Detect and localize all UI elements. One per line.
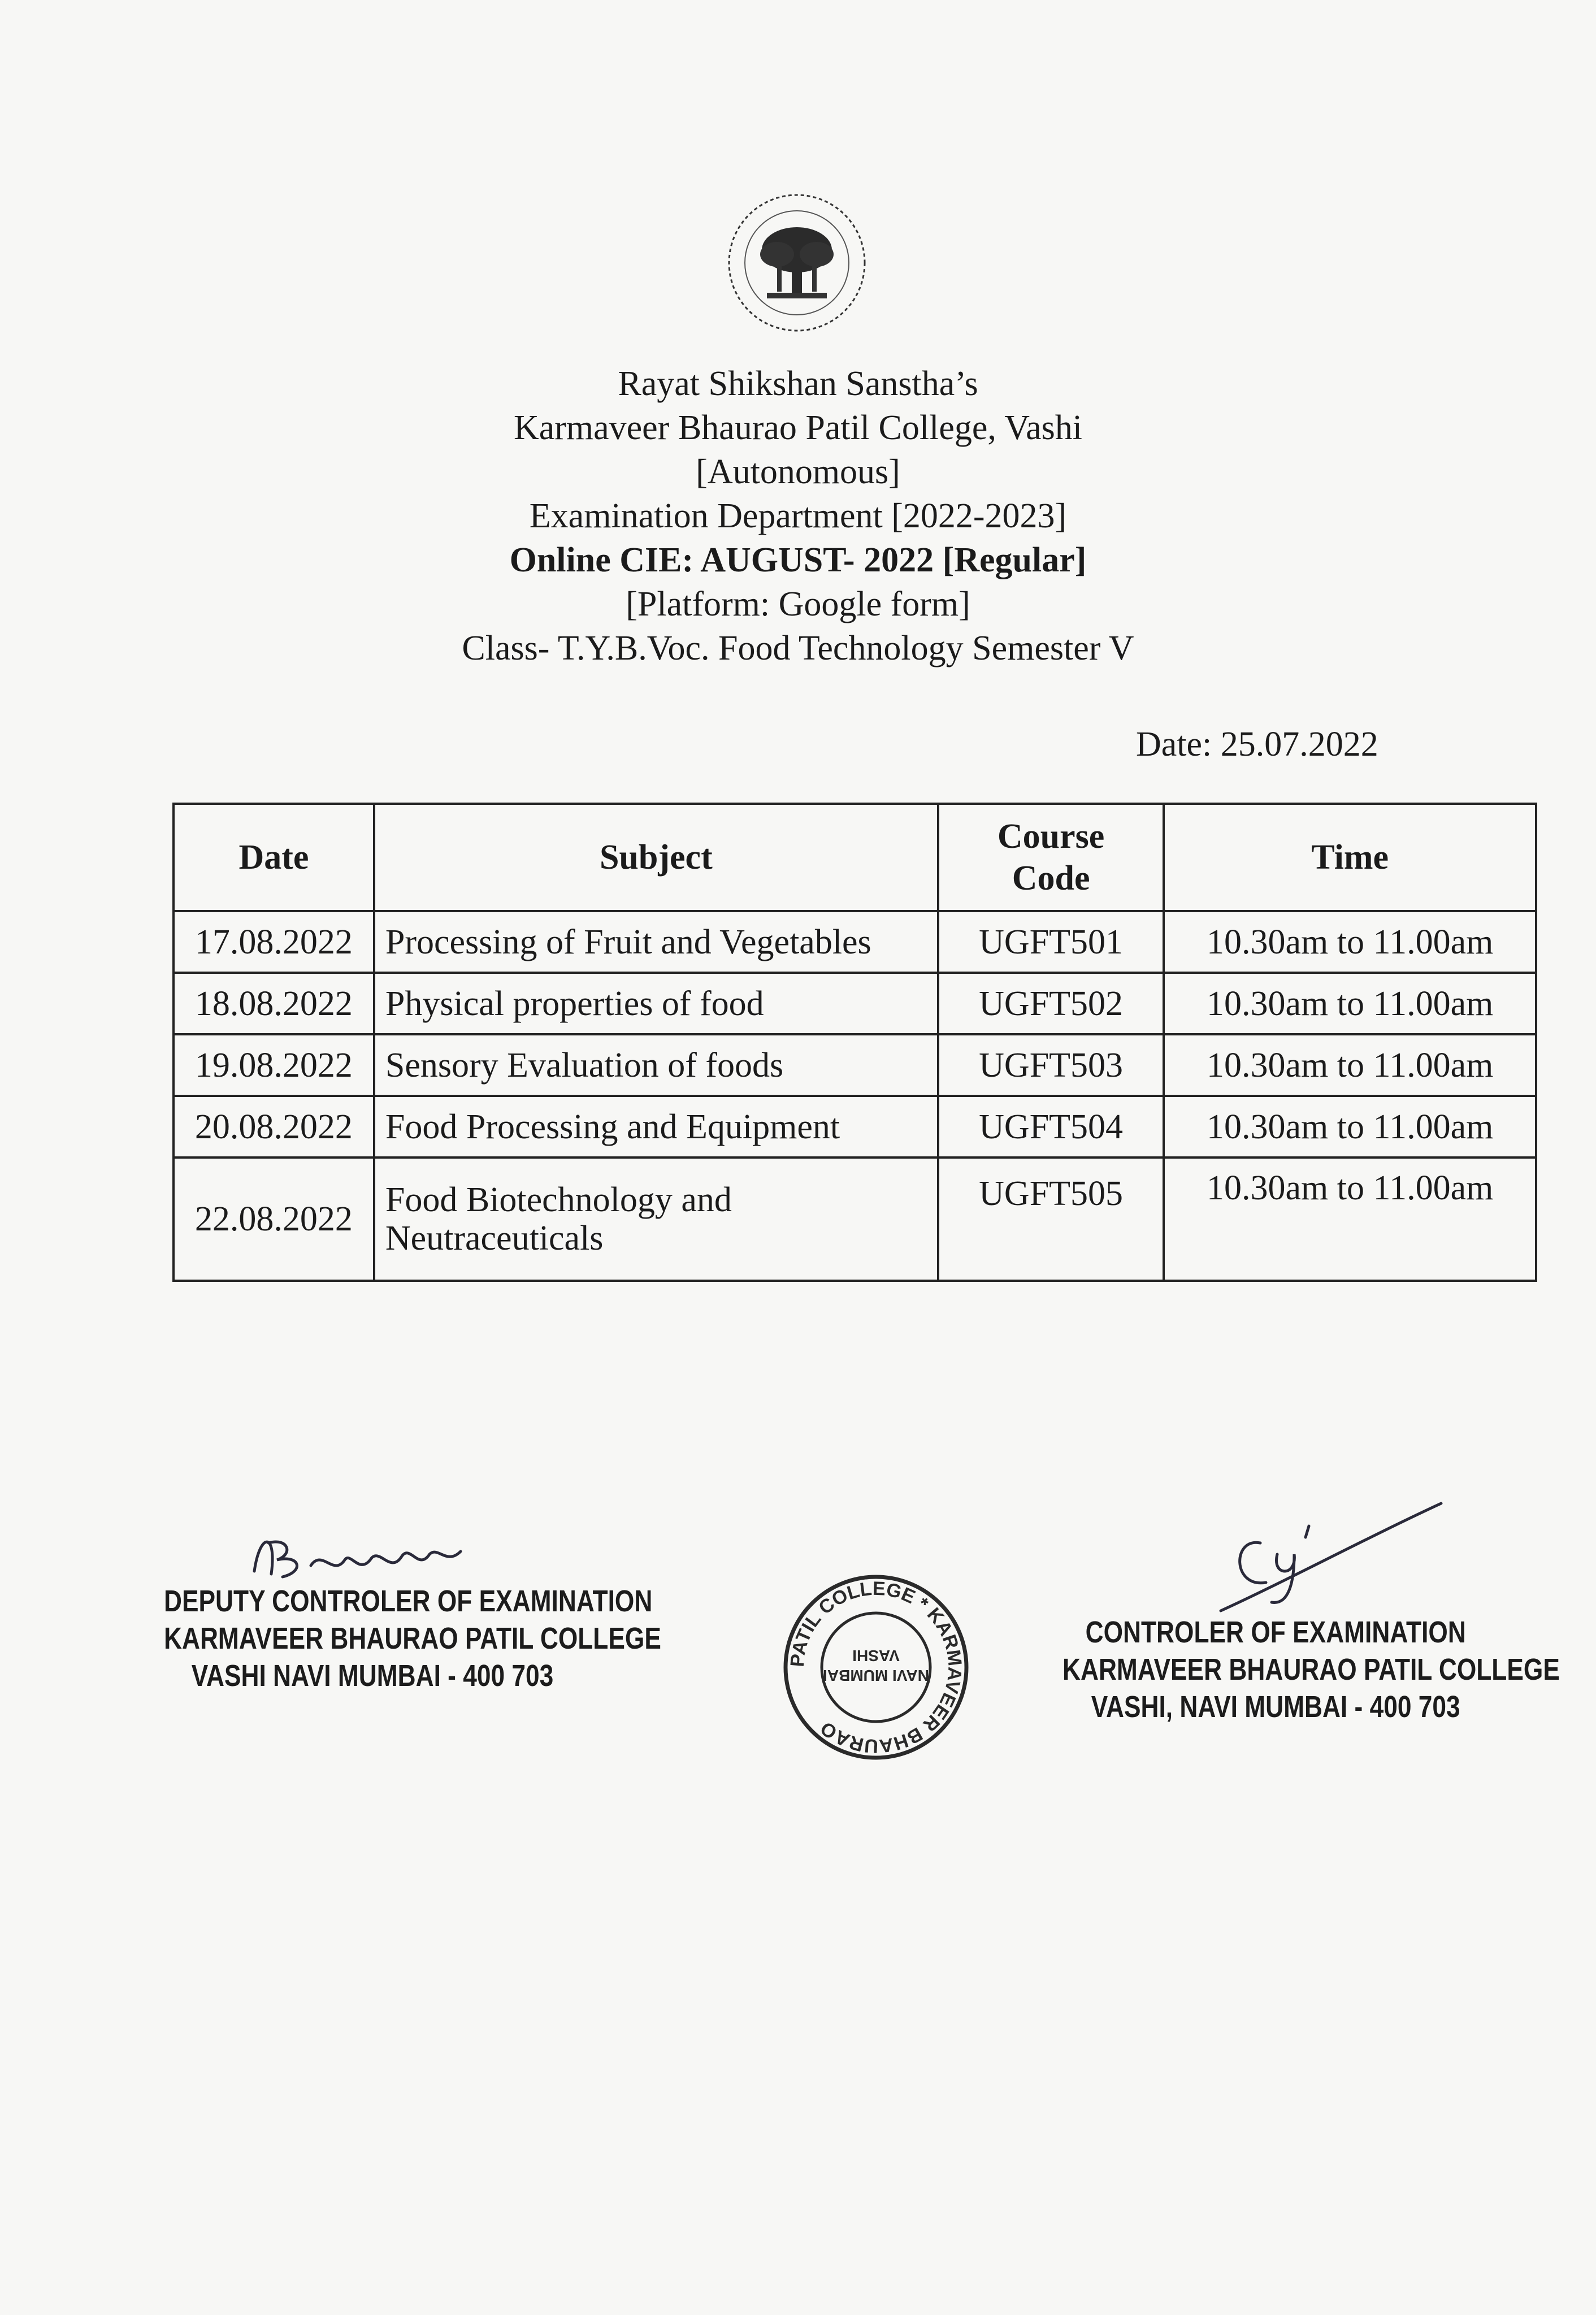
cell-subject: Food Processing and Equipment [374, 1096, 938, 1158]
controller-title: CONTROLER OF EXAMINATION [1085, 1615, 1466, 1649]
cell-time: 10.30am to 11.00am [1164, 911, 1536, 973]
cell-time: 10.30am to 11.00am [1164, 1034, 1536, 1096]
stamp-inner-line2: VASHI [852, 1647, 900, 1664]
class-label: Class- T.Y.B.Voc. Food Technology Semester V [462, 629, 1134, 667]
stamp-inner-line1: NAVI MUMBAI [823, 1667, 929, 1684]
cell-subject [374, 1158, 938, 1281]
department-label: Examination Department [2022-2023] [529, 497, 1067, 535]
deputy-controller-address: VASHI NAVI MUMBAI - 400 703 [191, 1659, 554, 1693]
header-course-code [938, 804, 1164, 911]
cell-subject: Processing of Fruit and Vegetables [374, 911, 938, 973]
header-course-code-line2: Code [1012, 859, 1090, 898]
table-header-row [174, 804, 1536, 911]
controller-signature-icon [1198, 1492, 1452, 1616]
header-date: Date [174, 804, 374, 911]
cell-subject-line1: Food Biotechnology and [385, 1181, 732, 1219]
cell-date: 19.08.2022 [174, 1034, 374, 1096]
header-course-code-line1: Course [997, 817, 1105, 856]
table-row [174, 1158, 1536, 1281]
controller-college: KARMAVEER BHAURAO PATIL COLLEGE [1062, 1653, 1560, 1687]
college-stamp-icon [780, 1571, 972, 1763]
cell-subject: Sensory Evaluation of foods [374, 1034, 938, 1096]
table-row [174, 1034, 1536, 1096]
issue-date: Date: 25.07.2022 [1136, 725, 1378, 764]
exam-schedule-table [172, 803, 1537, 1282]
cell-time: 10.30am to 11.00am [1164, 1158, 1536, 1281]
table-row [174, 911, 1536, 973]
cell-time: 10.30am to 11.00am [1164, 973, 1536, 1034]
cell-course-code: UGFT504 [938, 1096, 1164, 1158]
cell-time: 10.30am to 11.00am [1164, 1096, 1536, 1158]
platform-label: [Platform: Google form] [626, 585, 970, 623]
cell-date: 18.08.2022 [174, 973, 374, 1034]
table-row [174, 973, 1536, 1034]
cell-date: 17.08.2022 [174, 911, 374, 973]
cell-course-code: UGFT502 [938, 973, 1164, 1034]
header-time: Time [1164, 804, 1536, 911]
cell-course-code: UGFT503 [938, 1034, 1164, 1096]
organization-name: Rayat Shikshan Sanstha’s [618, 365, 978, 403]
deputy-controller-title: DEPUTY CONTROLER OF EXAMINATION [164, 1584, 653, 1618]
cell-course-code: UGFT505 [938, 1158, 1164, 1281]
college-name: Karmaveer Bhaurao Patil College, Vashi [513, 409, 1083, 447]
header-subject: Subject [374, 804, 938, 911]
cell-subject: Physical properties of food [374, 973, 938, 1034]
cell-subject-line2: Neutraceuticals [385, 1219, 604, 1258]
cell-date: 22.08.2022 [174, 1158, 374, 1281]
document-heading [0, 362, 1596, 670]
cell-course-code: UGFT501 [938, 911, 1164, 973]
exam-title: Online CIE: AUGUST- 2022 [Regular] [509, 541, 1087, 579]
controller-address: VASHI, NAVI MUMBAI - 400 703 [1091, 1690, 1460, 1724]
stamp-outer-text: PATIL COLLEGE * KARMAVEER BHAURAO [786, 1577, 966, 1757]
cell-date: 20.08.2022 [174, 1096, 374, 1158]
controller-signature-block [1062, 1614, 1560, 1726]
deputy-controller-signature-block [164, 1583, 661, 1694]
table-row [174, 1096, 1536, 1158]
autonomous-label: [Autonomous] [696, 453, 900, 491]
deputy-controller-college: KARMAVEER BHAURAO PATIL COLLEGE [164, 1622, 661, 1655]
college-logo-icon [721, 187, 873, 339]
